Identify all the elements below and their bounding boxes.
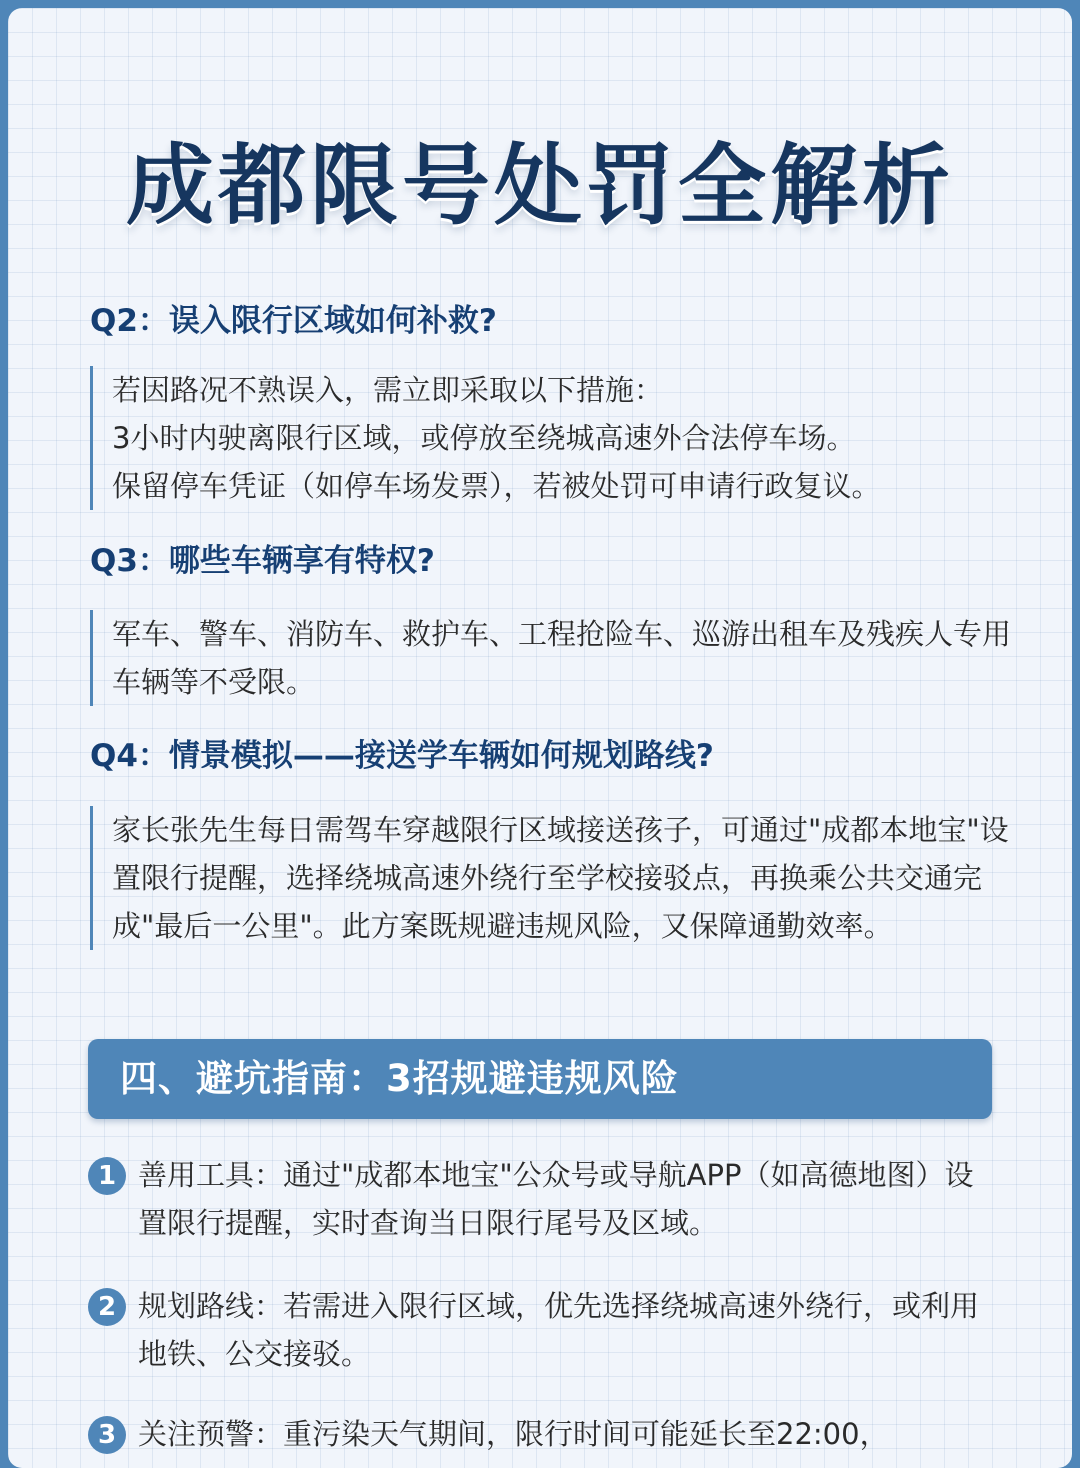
number-2-icon: 2: [88, 1288, 126, 1326]
q2-heading: Q2：误入限行区域如何补救?: [90, 303, 497, 339]
page-title: 成都限号处罚全解析: [125, 134, 954, 237]
tip-text: 规划路线：若需进入限行区域，优先选择绕城高速外绕行，或利用地铁、公交接驳。: [138, 1289, 980, 1371]
tip-item-2: [88, 1282, 994, 1378]
q2-line: 保留停车凭证（如停车场发票），若被处罚可申请行政复议。: [112, 469, 881, 503]
tip-item-1: [88, 1151, 994, 1247]
tip-text: 善用工具：通过"成都本地宝"公众号或导航APP（如高德地图）设置限行提醒，实时查询当日限行尾号及区域。: [138, 1158, 974, 1240]
q3-answer: [90, 610, 1012, 706]
tip-item-3: [88, 1410, 994, 1458]
q3-text: 军车、警车、消防车、救护车、工程抢险车、巡游出租车及残疾人专用车辆等不受限。: [112, 617, 1012, 699]
section-title: 四、避坑指南：3招规避违规风险: [120, 1057, 679, 1100]
q4-text: 家长张先生每日需驾车穿越限行区域接送孩子，可通过"成都本地宝"设置限行提醒，选择绕城高速外绕行至学校接驳点，再换乘公共交通完成"最后一公里"。此方案既规避违规风险，又保障通勤效率。: [112, 813, 1009, 943]
article-card: [8, 8, 1072, 1468]
q2-line: 3小时内驶离限行区域，或停放至绕城高速外合法停车场。: [112, 421, 856, 455]
number-1-icon: 1: [88, 1157, 126, 1195]
q3-heading: Q3：哪些车辆享有特权?: [90, 543, 435, 579]
q2-answer: [90, 366, 1012, 510]
number-3-icon: 3: [88, 1416, 126, 1454]
q4-heading: Q4：情景模拟——接送学车辆如何规划路线?: [90, 738, 714, 774]
section-header-avoid-guide: [88, 1039, 992, 1119]
q4-answer: [90, 806, 1012, 950]
q2-line: 若因路况不熟误入，需立即采取以下措施：: [112, 373, 664, 407]
tip-text: 关注预警：重污染天气期间，限行时间可能延长至22:00，: [138, 1417, 889, 1451]
